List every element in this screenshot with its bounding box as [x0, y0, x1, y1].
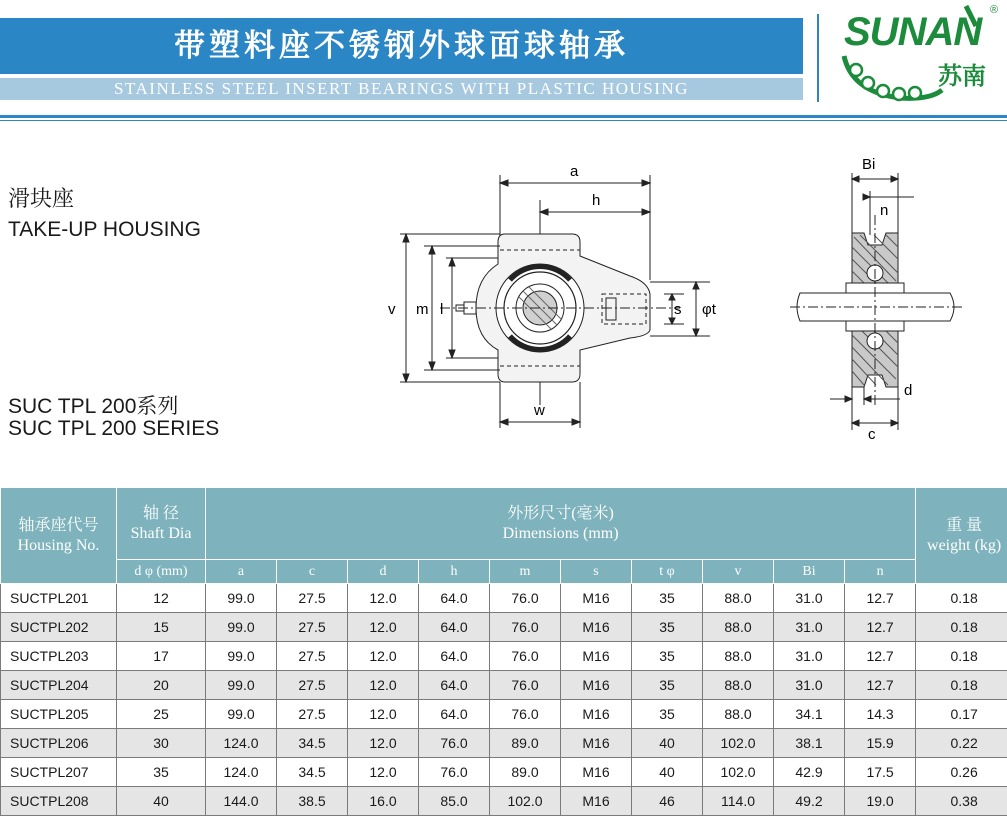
logo-text: SUNAN: [844, 10, 982, 54]
table-cell: M16: [561, 700, 632, 729]
table-cell: 0.26: [916, 758, 1007, 787]
table-cell: 99.0: [206, 671, 277, 700]
table-cell: M16: [561, 584, 632, 613]
col-header: Bi: [774, 560, 845, 584]
table-cell: 88.0: [703, 584, 774, 613]
housing-no-cell: SUCTPL203: [1, 642, 117, 671]
housing-no-cell: SUCTPL207: [1, 758, 117, 787]
table-cell: 30: [117, 729, 206, 758]
series-cn: SUC TPL 200系列: [8, 395, 179, 418]
table-cell: 76.0: [490, 642, 561, 671]
page-title-cn: 带塑料座不锈钢外球面球轴承: [174, 28, 629, 64]
table-cell: 102.0: [490, 787, 561, 816]
table-cell: 12.0: [348, 671, 419, 700]
housing-no-cell: SUCTPL202: [1, 613, 117, 642]
table-cell: M16: [561, 729, 632, 758]
table-row: [1, 613, 1007, 642]
table-cell: 64.0: [419, 584, 490, 613]
table-cell: 88.0: [703, 700, 774, 729]
table-cell: 0.17: [916, 700, 1007, 729]
table-cell: 0.18: [916, 613, 1007, 642]
table-cell: 35: [632, 642, 703, 671]
brand-logo: [838, 4, 1004, 104]
table-cell: 114.0: [703, 787, 774, 816]
table-cell: 40: [632, 758, 703, 787]
col-header: h: [419, 560, 490, 584]
table-cell: 42.9: [774, 758, 845, 787]
table-cell: 27.5: [277, 613, 348, 642]
table-cell: 76.0: [490, 700, 561, 729]
table-cell: M16: [561, 758, 632, 787]
table-row: [1, 700, 1007, 729]
table-cell: 27.5: [277, 700, 348, 729]
table-cell: 17.5: [845, 758, 916, 787]
table-cell: M16: [561, 787, 632, 816]
table-cell: 35: [632, 671, 703, 700]
col-header: v: [703, 560, 774, 584]
spec-table: [0, 487, 1007, 816]
side-view-drawing: [790, 155, 965, 445]
housing-no-header: 轴承座代号 Housing No.: [1, 488, 117, 584]
table-cell: 64.0: [419, 642, 490, 671]
table-cell: 25: [117, 700, 206, 729]
table-row: [1, 787, 1007, 816]
table-cell: 0.38: [916, 787, 1007, 816]
table-cell: 38.5: [277, 787, 348, 816]
dim-label-d: d: [904, 382, 913, 399]
weight-header: 重 量 weight (kg): [916, 488, 1007, 584]
dim-label-c: c: [868, 426, 876, 443]
table-cell: 27.5: [277, 642, 348, 671]
table-row: [1, 584, 1007, 613]
table-cell: 0.18: [916, 642, 1007, 671]
table-cell: 88.0: [703, 642, 774, 671]
table-cell: 144.0: [206, 787, 277, 816]
table-cell: 0.18: [916, 671, 1007, 700]
table-cell: 76.0: [419, 758, 490, 787]
table-cell: 34.5: [277, 758, 348, 787]
table-cell: 124.0: [206, 758, 277, 787]
table-cell: 12.0: [348, 700, 419, 729]
dimensions-header: 外形尺寸(毫米) Dimensions (mm): [206, 488, 916, 560]
table-cell: 31.0: [774, 642, 845, 671]
subtitle-banner: [0, 78, 803, 100]
dim-label-m: m: [416, 301, 429, 318]
table-row: [1, 758, 1007, 787]
table-cell: 34.5: [277, 729, 348, 758]
table-cell: 35: [632, 584, 703, 613]
table-cell: 64.0: [419, 671, 490, 700]
dim-label-h: h: [592, 192, 601, 209]
table-cell: 0.22: [916, 729, 1007, 758]
table-cell: 102.0: [703, 729, 774, 758]
table-cell: 12: [117, 584, 206, 613]
table-cell: 12.0: [348, 729, 419, 758]
table-cell: 99.0: [206, 642, 277, 671]
header-rule-thin: [0, 120, 1007, 121]
table-cell: 35: [632, 613, 703, 642]
table-cell: 76.0: [490, 613, 561, 642]
table-cell: 12.0: [348, 642, 419, 671]
spec-table-body: [1, 584, 1007, 816]
table-cell: 40: [632, 729, 703, 758]
table-row: [1, 642, 1007, 671]
housing-no-cell: SUCTPL201: [1, 584, 117, 613]
col-header: d: [348, 560, 419, 584]
table-row: [1, 729, 1007, 758]
shaft-dia-header: 轴 径 Shaft Dia: [117, 488, 206, 560]
table-cell: 64.0: [419, 700, 490, 729]
table-cell: 12.0: [348, 584, 419, 613]
table-cell: 102.0: [703, 758, 774, 787]
table-row: [1, 671, 1007, 700]
table-cell: 99.0: [206, 584, 277, 613]
table-cell: 88.0: [703, 613, 774, 642]
series-en: SUC TPL 200 SERIES: [8, 417, 220, 440]
table-cell: 12.7: [845, 613, 916, 642]
table-cell: 27.5: [277, 671, 348, 700]
dim-label-a: a: [570, 163, 579, 180]
table-cell: 12.0: [348, 613, 419, 642]
col-header: m: [490, 560, 561, 584]
logo-text-cn: 苏南: [938, 62, 986, 90]
table-cell: M16: [561, 642, 632, 671]
table-cell: 31.0: [774, 671, 845, 700]
table-cell: M16: [561, 613, 632, 642]
dim-label-w: w: [534, 402, 545, 419]
col-header: s: [561, 560, 632, 584]
table-cell: 76.0: [490, 671, 561, 700]
dim-label-t: φt: [702, 301, 716, 318]
housing-no-cell: SUCTPL208: [1, 787, 117, 816]
table-cell: 99.0: [206, 613, 277, 642]
dim-label-bi: Bi: [862, 156, 876, 173]
table-cell: M16: [561, 671, 632, 700]
dim-label-n: n: [880, 202, 889, 219]
registered-mark: ®: [990, 4, 999, 16]
dim-label-v: v: [388, 301, 396, 318]
table-cell: 46: [632, 787, 703, 816]
housing-type-en: TAKE-UP HOUSING: [8, 218, 201, 241]
table-cell: 14.3: [845, 700, 916, 729]
front-view-drawing: [380, 160, 730, 435]
table-cell: 17: [117, 642, 206, 671]
table-cell: 76.0: [490, 584, 561, 613]
housing-no-cell: SUCTPL206: [1, 729, 117, 758]
table-cell: 34.1: [774, 700, 845, 729]
table-cell: 31.0: [774, 584, 845, 613]
header-rule: [0, 115, 1007, 118]
table-cell: 12.0: [348, 758, 419, 787]
shaft-unit-header: d φ (mm): [117, 560, 206, 584]
dim-label-l: l: [440, 301, 444, 318]
header-separator: [817, 14, 819, 102]
table-cell: 27.5: [277, 584, 348, 613]
table-cell: 35: [632, 700, 703, 729]
table-cell: 49.2: [774, 787, 845, 816]
table-cell: 12.7: [845, 584, 916, 613]
housing-type-cn: 滑块座: [8, 187, 75, 212]
table-cell: 16.0: [348, 787, 419, 816]
page-title-en: STAINLESS STEEL INSERT BEARINGS WITH PLASTIC HOUSING: [114, 79, 689, 98]
table-cell: 76.0: [419, 729, 490, 758]
table-cell: 12.7: [845, 642, 916, 671]
table-cell: 35: [117, 758, 206, 787]
table-cell: 85.0: [419, 787, 490, 816]
dim-label-s: s: [674, 301, 682, 318]
table-cell: 31.0: [774, 613, 845, 642]
table-cell: 40: [117, 787, 206, 816]
col-header: a: [206, 560, 277, 584]
title-banner: [0, 18, 803, 74]
table-cell: 64.0: [419, 613, 490, 642]
table-cell: 89.0: [490, 758, 561, 787]
housing-no-cell: SUCTPL204: [1, 671, 117, 700]
table-cell: 12.7: [845, 671, 916, 700]
table-cell: 20: [117, 671, 206, 700]
col-header: t φ: [632, 560, 703, 584]
table-cell: 19.0: [845, 787, 916, 816]
table-cell: 0.18: [916, 584, 1007, 613]
table-cell: 15.9: [845, 729, 916, 758]
table-cell: 99.0: [206, 700, 277, 729]
col-header: n: [845, 560, 916, 584]
table-cell: 89.0: [490, 729, 561, 758]
housing-no-cell: SUCTPL205: [1, 700, 117, 729]
table-cell: 15: [117, 613, 206, 642]
col-header: c: [277, 560, 348, 584]
table-cell: 124.0: [206, 729, 277, 758]
table-cell: 38.1: [774, 729, 845, 758]
table-cell: 88.0: [703, 671, 774, 700]
